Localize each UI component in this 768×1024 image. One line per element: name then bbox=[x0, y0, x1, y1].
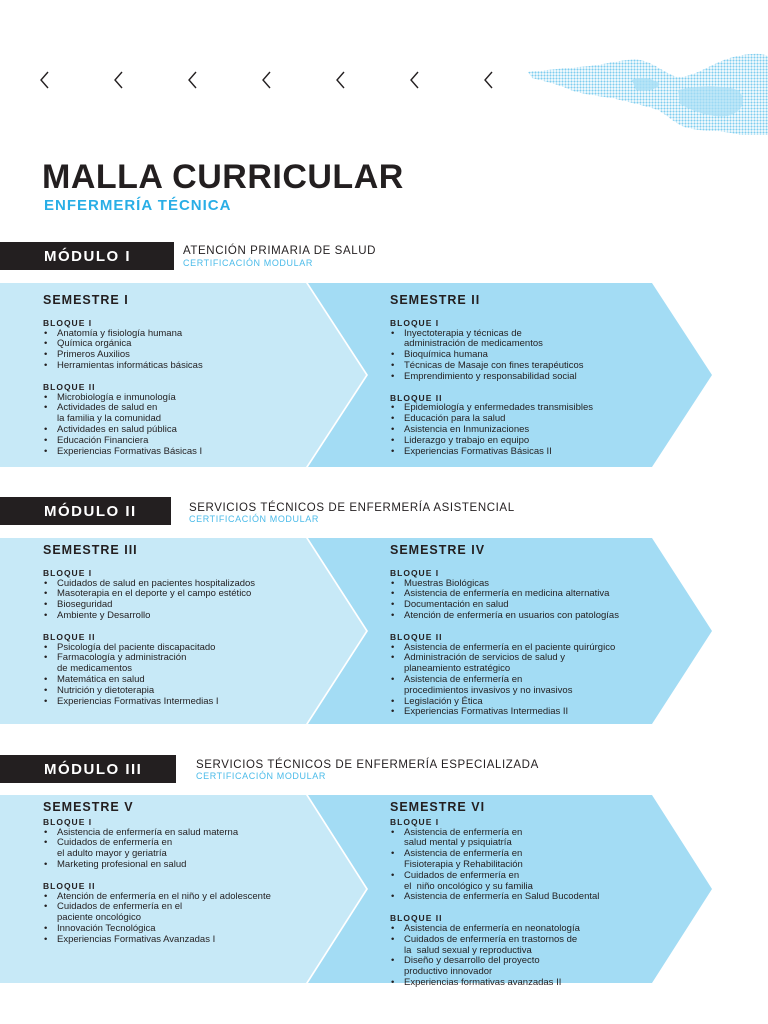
block-label: BLOQUE I bbox=[43, 317, 93, 328]
subject-item: • Bioquímica humana bbox=[390, 350, 593, 361]
module-title: SERVICIOS TÉCNICOS DE ENFERMERÍA ASISTENCIAL bbox=[189, 502, 515, 514]
subject-item: • Masoterapia en el deporte y el campo estético bbox=[43, 589, 255, 600]
module-tab: MÓDULO III bbox=[0, 755, 176, 783]
semester-title: SEMESTRE VI bbox=[390, 800, 486, 814]
semester-title: SEMESTRE V bbox=[43, 800, 134, 814]
subject-item: • Documentación en salud bbox=[390, 600, 619, 611]
subject-item: • Epidemiología y enfermedades transmisibles bbox=[390, 403, 593, 414]
subject-item: • Experiencias Formativas Básicas II bbox=[390, 447, 593, 458]
chevron-left-icon bbox=[186, 70, 200, 90]
subject-item: • Cuidados de enfermería en el paciente oncológico bbox=[43, 902, 271, 924]
subject-list bbox=[43, 643, 255, 708]
subject-item: • Innovación Tecnológica bbox=[43, 924, 271, 935]
chevron-left-icon bbox=[408, 70, 422, 90]
subject-item: • Experiencias formativas avanzadas II bbox=[390, 978, 599, 989]
subject-item: • Experiencias Formativas Intermedias I bbox=[43, 697, 255, 708]
module-tab: MÓDULO II bbox=[0, 497, 171, 525]
subject-list bbox=[43, 579, 255, 622]
page-title: MALLA CURRICULAR bbox=[42, 158, 404, 196]
subject-item: • Cuidados de enfermería en el niño oncológico y su familia bbox=[390, 871, 599, 893]
chevron-left-icon bbox=[38, 70, 52, 90]
block-label: BLOQUE II bbox=[390, 392, 443, 403]
subject-item: • Marketing profesional en salud bbox=[43, 860, 271, 871]
subject-item: • Nutrición y dietoterapia bbox=[43, 686, 255, 697]
subject-list bbox=[390, 403, 593, 457]
subject-item: • Cuidados de enfermería en el adulto mayor y geriatría bbox=[43, 838, 271, 860]
subject-item: • Técnicas de Masaje con fines terapéuticos bbox=[390, 361, 593, 372]
subject-item: • Educación Financiera bbox=[43, 436, 203, 447]
module-certification: CERTIFICACIÓN MODULAR bbox=[196, 771, 326, 781]
subject-item: • Experiencias Formativas Avanzadas I bbox=[43, 935, 271, 946]
chevron-left-icon bbox=[260, 70, 274, 90]
subject-item: • Asistencia de enfermería en salud materna bbox=[43, 828, 271, 839]
subject-list bbox=[43, 393, 203, 458]
block-label: BLOQUE I bbox=[390, 567, 440, 578]
subject-item: • Atención de enfermería en el niño y el adolescente bbox=[43, 892, 271, 903]
subject-item: • Asistencia en Inmunizaciones bbox=[390, 425, 593, 436]
module-certification: CERTIFICACIÓN MODULAR bbox=[189, 514, 319, 524]
subject-item: • Ambiente y Desarrollo bbox=[43, 611, 255, 622]
subject-item: • Muestras Biológicas bbox=[390, 579, 619, 590]
subject-item: • Educación para la salud bbox=[390, 414, 593, 425]
subject-item: • Microbiología e inmunología bbox=[43, 393, 203, 404]
subject-item: • Asistencia de enfermería en procedimientos invasivos y no invasivos bbox=[390, 675, 619, 697]
chevron-left-icon bbox=[334, 70, 348, 90]
subject-item: • Administración de servicios de salud y planeamiento estratégico bbox=[390, 653, 619, 675]
semester-column bbox=[43, 802, 271, 946]
subject-item: • Cuidados de salud en pacientes hospitalizados bbox=[43, 579, 255, 590]
subject-item: • Psicología del paciente discapacitado bbox=[43, 643, 255, 654]
subject-item: • Farmacología y administración de medicamentos bbox=[43, 653, 255, 675]
subject-item: • Asistencia de enfermería en Fisioterapia y Rehabilitación bbox=[390, 849, 599, 871]
subject-item: • Primeros Auxilios bbox=[43, 350, 203, 361]
subject-item: • Anatomía y fisiología humana bbox=[43, 329, 203, 340]
subject-item: • Atención de enfermería en usuarios con patologías bbox=[390, 611, 619, 622]
semester-title: SEMESTRE IV bbox=[390, 543, 486, 557]
module-title: SERVICIOS TÉCNICOS DE ENFERMERÍA ESPECIALIZADA bbox=[196, 759, 539, 771]
subject-item: • Experiencias Formativas Intermedias II bbox=[390, 707, 619, 718]
semester-column bbox=[43, 295, 203, 457]
subject-list bbox=[390, 924, 599, 989]
chevron-left-icon bbox=[112, 70, 126, 90]
subject-list bbox=[43, 892, 271, 946]
subject-item: • Actividades de salud en la familia y la comunidad bbox=[43, 403, 203, 425]
subject-item: • Asistencia de enfermería en medicina alternativa bbox=[390, 589, 619, 600]
decorative-chevrons bbox=[38, 70, 518, 92]
block-label: BLOQUE II bbox=[390, 631, 443, 642]
subject-list bbox=[43, 329, 203, 372]
block-label: BLOQUE II bbox=[43, 381, 96, 392]
subject-item: • Matemática en salud bbox=[43, 675, 255, 686]
chevron-left-icon bbox=[482, 70, 496, 90]
subject-item: • Asistencia de enfermería en neonatología bbox=[390, 924, 599, 935]
subject-item: • Asistencia de enfermería en salud mental y psiquiatría bbox=[390, 828, 599, 850]
semester-title: SEMESTRE II bbox=[390, 293, 481, 307]
block-label: BLOQUE I bbox=[43, 567, 93, 578]
subject-list bbox=[390, 828, 599, 904]
subject-item: • Herramientas informáticas básicas bbox=[43, 361, 203, 372]
block-label: BLOQUE II bbox=[390, 913, 443, 924]
subject-item: • Emprendimiento y responsabilidad social bbox=[390, 372, 593, 383]
subject-item: • Liderazgo y trabajo en equipo bbox=[390, 436, 593, 447]
semester-column bbox=[390, 545, 619, 718]
subject-item: • Diseño y desarrollo del proyecto productivo innovador bbox=[390, 956, 599, 978]
block-label: BLOQUE II bbox=[43, 880, 96, 891]
module-title: ATENCIÓN PRIMARIA DE SALUD bbox=[183, 245, 377, 257]
subject-list bbox=[390, 329, 593, 383]
semester-column bbox=[390, 802, 599, 989]
block-label: BLOQUE II bbox=[43, 631, 96, 642]
block-label: BLOQUE I bbox=[390, 317, 440, 328]
subject-item: • Legislación y Ética bbox=[390, 697, 619, 708]
module-tab: MÓDULO I bbox=[0, 242, 174, 270]
semester-column bbox=[390, 295, 593, 457]
semester-title: SEMESTRE III bbox=[43, 543, 138, 557]
page-subtitle: ENFERMERÍA TÉCNICA bbox=[44, 197, 232, 214]
subject-item: • Experiencias Formativas Básicas I bbox=[43, 447, 203, 458]
semester-column bbox=[43, 545, 255, 707]
block-label: BLOQUE I bbox=[390, 816, 440, 827]
block-label: BLOQUE I bbox=[43, 816, 93, 827]
subject-item: • Asistencia de enfermería en el paciente quirúrgico bbox=[390, 643, 619, 654]
subject-item: • Química orgánica bbox=[43, 339, 203, 350]
subject-list bbox=[390, 643, 619, 719]
subject-item: • Cuidados de enfermería en trastornos de la salud sexual y reproductiva bbox=[390, 935, 599, 957]
semester-title: SEMESTRE I bbox=[43, 293, 129, 307]
pointing-hand-icon bbox=[528, 50, 768, 135]
subject-item: • Bioseguridad bbox=[43, 600, 255, 611]
module-certification: CERTIFICACIÓN MODULAR bbox=[183, 258, 313, 268]
subject-list bbox=[390, 579, 619, 622]
subject-item: • Asistencia de enfermería en Salud Bucodental bbox=[390, 892, 599, 903]
subject-item: • Inyectoterapia y técnicas de administración de medicamentos bbox=[390, 329, 593, 351]
subject-list bbox=[43, 828, 271, 871]
subject-item: • Actividades en salud pública bbox=[43, 425, 203, 436]
